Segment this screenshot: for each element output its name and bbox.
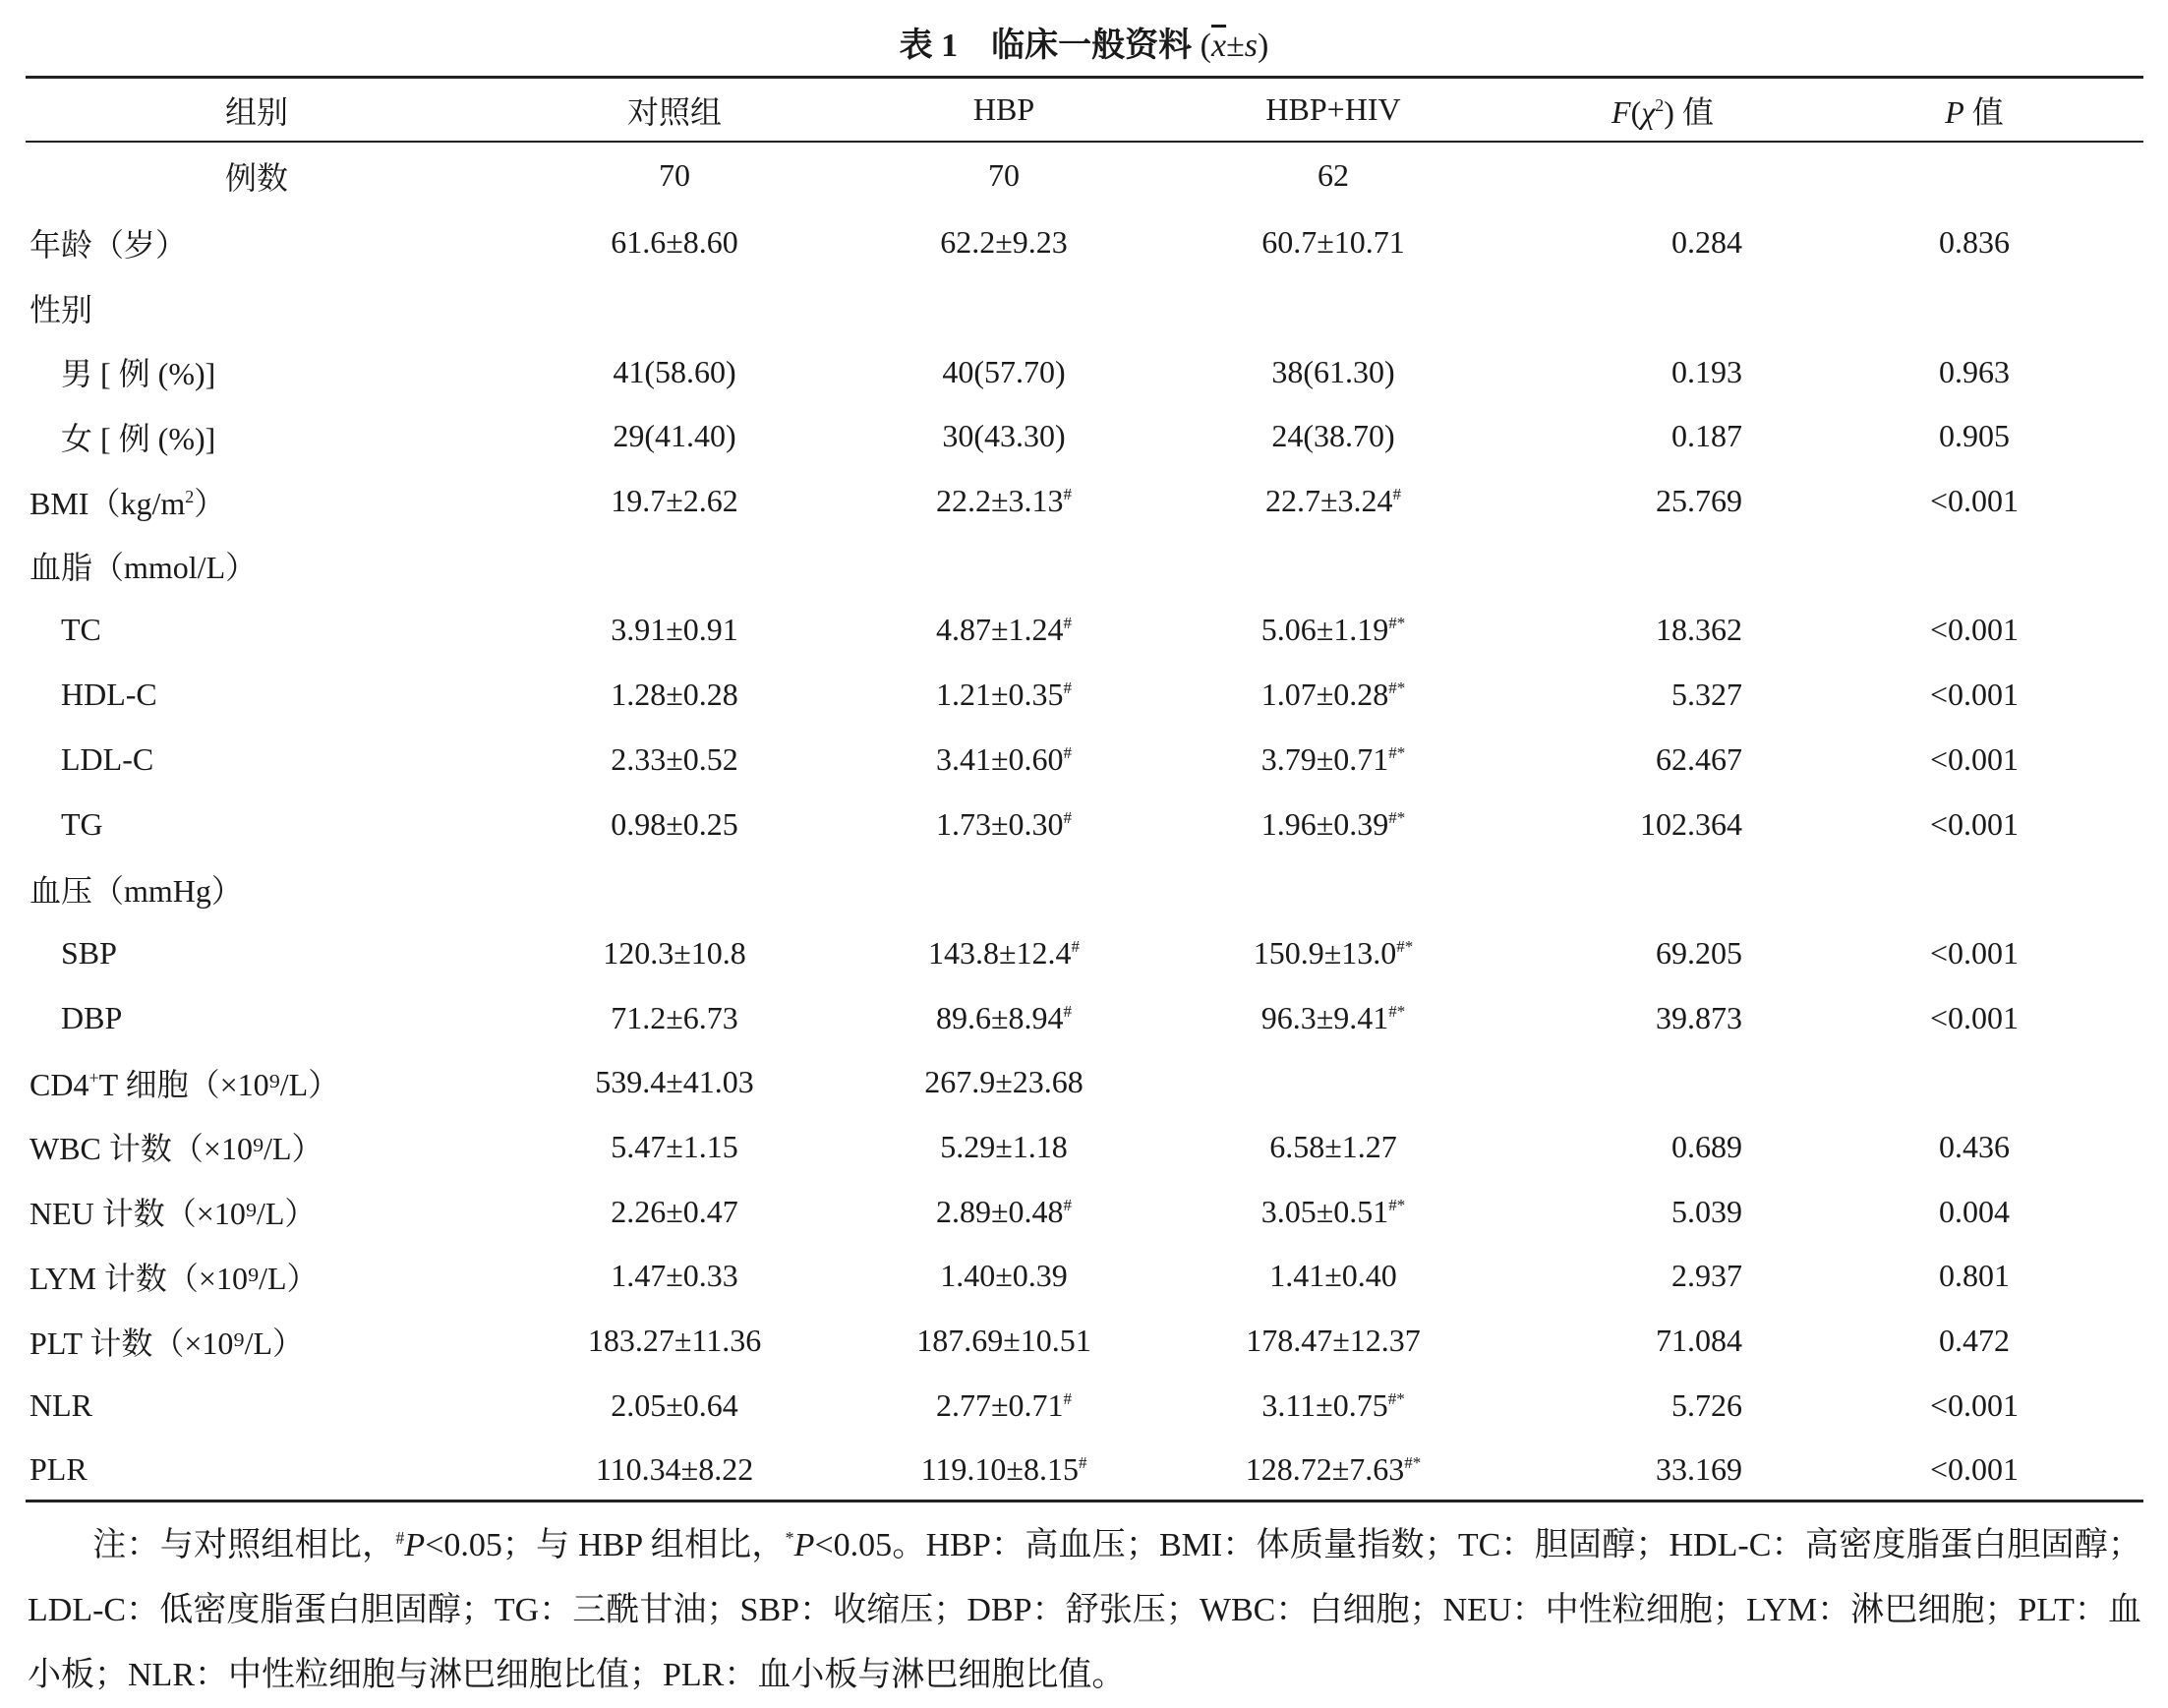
cell-p-value: <0.001 <box>1929 934 2020 971</box>
cell-control: 120.3±10.8 <box>603 934 746 971</box>
row-label: WBC 计数（×10⁹/L） <box>29 1131 323 1167</box>
significance-mark: # <box>1392 485 1402 504</box>
row-label: 性别 <box>29 291 93 327</box>
header-f-value <box>1520 79 1805 141</box>
row-label: HDL-C <box>61 677 157 713</box>
cell-control <box>488 856 861 921</box>
cell-hbp-hiv: 3.11±0.75#* <box>1261 1386 1405 1423</box>
cell-hbp: 4.87±1.24# <box>935 612 1073 648</box>
header-f-post: ) 值 <box>1664 93 1714 130</box>
stat-pm: ± <box>1226 28 1245 64</box>
significance-mark: # <box>1063 742 1073 762</box>
row-label: 血脂（mmol/L） <box>29 550 258 586</box>
header-hbp-hiv: HBP+HIV <box>1265 91 1401 127</box>
cell-control: 5.47±1.15 <box>611 1128 738 1164</box>
cell-p-value: 0.836 <box>1939 224 2010 261</box>
table-number: 表 1 <box>899 28 959 64</box>
significance-mark: # <box>1063 1388 1073 1408</box>
table-row <box>26 921 2143 986</box>
cell-hbp-hiv <box>1146 1050 1520 1115</box>
table-row <box>26 1179 2143 1244</box>
table-row <box>26 598 2143 663</box>
cell-hbp <box>861 533 1146 598</box>
cell-p-value: <0.001 <box>1929 1386 2020 1423</box>
cell-hbp: 1.21±0.35# <box>935 677 1073 713</box>
cell-f-value: 0.689 <box>1671 1128 1742 1164</box>
row-label: 例数 <box>224 159 288 196</box>
cell-f-value: 71.084 <box>1656 1323 1742 1359</box>
cell-hbp: 2.77±0.71# <box>935 1386 1073 1423</box>
cell-hbp <box>861 275 1146 340</box>
table-row <box>26 533 2143 598</box>
cell-control <box>488 533 861 598</box>
significance-mark: # <box>1063 1001 1073 1021</box>
cell-control: 1.47±0.33 <box>611 1258 738 1294</box>
stat-close: ) <box>1258 28 1269 64</box>
cell-hbp: 30(43.30) <box>942 418 1066 454</box>
cell-hbp-hiv: 62 <box>1318 157 1349 193</box>
table-body <box>26 141 2143 1502</box>
cell-f-value: 39.873 <box>1656 999 1742 1035</box>
row-label: 女 [ 例 (%)] <box>61 420 216 456</box>
cell-control: 1.28±0.28 <box>611 677 738 713</box>
cell-p-value: 0.004 <box>1939 1193 2010 1229</box>
cell-hbp: 1.73±0.30# <box>935 805 1073 842</box>
significance-mark: #* <box>1404 1453 1422 1473</box>
cell-control: 3.91±0.91 <box>611 612 738 648</box>
note-part-1: 注：与对照组相比， <box>92 1527 396 1563</box>
cell-hbp-hiv: 178.47±12.37 <box>1246 1323 1421 1359</box>
cell-hbp-hiv <box>1146 275 1520 340</box>
row-label: DBP <box>61 999 123 1035</box>
stat-mean-symbol: $\overline{x}$ <box>1211 28 1227 64</box>
header-f-letter: F <box>1611 93 1631 130</box>
cell-p-value: <0.001 <box>1929 483 2020 519</box>
row-label: TC <box>61 612 101 648</box>
table-row <box>26 663 2143 728</box>
note-mark-star: * <box>785 1528 794 1548</box>
cell-p-value <box>1805 533 2143 598</box>
cell-hbp: 3.41±0.60# <box>935 740 1073 777</box>
significance-mark: # <box>1063 678 1073 698</box>
table-row <box>26 1244 2143 1309</box>
cell-control: 29(41.40) <box>613 418 736 454</box>
cell-p-value: <0.001 <box>1929 740 2020 777</box>
cell-p-value <box>1805 275 2143 340</box>
table-row <box>26 1309 2143 1374</box>
row-label: 年龄（岁） <box>29 226 188 263</box>
cell-control: 70 <box>659 157 690 193</box>
cell-control: 2.33±0.52 <box>611 740 738 777</box>
cell-f-value: 0.187 <box>1671 418 1742 454</box>
significance-mark: # <box>1063 485 1073 504</box>
cell-hbp-hiv: 38(61.30) <box>1271 353 1395 389</box>
row-label: NLR <box>29 1386 92 1423</box>
cell-f-value: 5.039 <box>1671 1193 1742 1229</box>
cell-p-value: <0.001 <box>1929 805 2020 842</box>
cell-f-value: 69.205 <box>1656 934 1742 971</box>
note-mark-hash: # <box>395 1528 405 1548</box>
header-f-open: ( <box>1630 93 1642 130</box>
cell-control <box>488 275 861 340</box>
significance-mark: #* <box>1387 1388 1405 1408</box>
significance-mark: #* <box>1388 614 1406 633</box>
cell-p-value <box>1805 141 2143 210</box>
row-label: LYM 计数（×10⁹/L） <box>29 1260 319 1296</box>
table-row <box>26 275 2143 340</box>
cell-f-value <box>1520 1050 1805 1115</box>
cell-f-value: 0.193 <box>1671 353 1742 389</box>
cell-hbp: 143.8±12.4# <box>927 934 1081 971</box>
header-p-letter: P <box>1945 93 1964 130</box>
row-label: CD4+T 细胞（×10⁹/L） <box>29 1066 340 1102</box>
cell-hbp-hiv <box>1146 856 1520 921</box>
significance-mark: #* <box>1388 742 1406 762</box>
cell-f-value: 25.769 <box>1656 483 1742 519</box>
table-row <box>26 469 2143 534</box>
significance-mark: # <box>1063 1195 1073 1214</box>
stat-sd-symbol: s <box>1244 28 1258 64</box>
cell-hbp-hiv: 6.58±1.27 <box>1269 1128 1397 1164</box>
table-footnote <box>28 1513 2141 1708</box>
cell-f-value: 18.362 <box>1656 612 1742 648</box>
cell-hbp: 40(57.70) <box>942 353 1066 389</box>
cell-f-value: 62.467 <box>1656 740 1742 777</box>
cell-hbp: 62.2±9.23 <box>940 224 1068 261</box>
significance-mark: #* <box>1388 807 1406 827</box>
cell-control: 71.2±6.73 <box>611 999 738 1035</box>
note-part-3: <0.05。HBP：高血压；BMI：体质量指数；TC：胆固醇；HDL-C：高密度脂蛋白胆固醇；LDL-C：低密度脂蛋白胆固醇；TG：三酰甘油；SBP：收缩压；DBP：舒张压；WBC：白细胞；NEU：中性粒细胞；LYM：淋巴细胞；PLT：血小板；NLR：中性粒细胞与淋巴细胞比值；PLR：血小板与淋巴细胞比值。 <box>28 1527 2142 1693</box>
row-label: PLT 计数（×10⁹/L） <box>29 1325 305 1361</box>
cell-f-value: 0.284 <box>1671 224 1742 261</box>
stat-open: ( <box>1200 28 1211 64</box>
cell-control: 61.6±8.60 <box>611 224 738 261</box>
cell-f-value: 5.726 <box>1671 1386 1742 1423</box>
cell-p-value <box>1805 1050 2143 1115</box>
cell-control: 2.05±0.64 <box>611 1386 738 1423</box>
cell-p-value: 0.905 <box>1939 418 2010 454</box>
cell-control: 110.34±8.22 <box>595 1451 754 1488</box>
row-label: PLR <box>29 1451 88 1488</box>
cell-control: 539.4±41.03 <box>595 1064 754 1100</box>
note-p-1: P <box>404 1527 426 1563</box>
cell-hbp: 5.29±1.18 <box>940 1128 1068 1164</box>
cell-hbp-hiv: 3.79±0.71#* <box>1260 740 1406 777</box>
cell-f-value: 2.937 <box>1671 1258 1742 1294</box>
cell-control: 183.27±11.36 <box>587 1323 762 1359</box>
cell-hbp: 22.2±3.13# <box>935 483 1073 519</box>
cell-hbp-hiv: 60.7±10.71 <box>1261 224 1405 261</box>
stat-notation <box>1201 28 1269 64</box>
header-group: 组别 <box>224 93 288 130</box>
row-label: TG <box>61 805 103 842</box>
cell-hbp: 119.10±8.15# <box>920 1451 1087 1488</box>
cell-hbp-hiv: 1.41±0.40 <box>1269 1258 1397 1294</box>
cell-p-value: <0.001 <box>1929 677 2020 713</box>
table-header-row <box>26 79 2143 141</box>
row-label: LDL-C <box>61 740 154 777</box>
significance-mark: #* <box>1388 678 1406 698</box>
cell-hbp-hiv: 1.07±0.28#* <box>1260 677 1406 713</box>
header-hbp: HBP <box>972 91 1035 127</box>
table-title: 临床一般资料 <box>991 28 1193 64</box>
significance-mark: # <box>1071 936 1081 956</box>
row-label: $BMI(kg/m^2)$ <box>29 485 226 521</box>
cell-hbp-hiv: 24(38.70) <box>1271 418 1395 454</box>
cell-control: 41(58.60) <box>613 353 736 389</box>
table-row <box>26 404 2143 469</box>
cell-f-value: 5.327 <box>1671 677 1742 713</box>
table-row <box>26 210 2143 275</box>
table-row <box>26 141 2143 210</box>
cell-hbp: 70 <box>988 157 1020 193</box>
row-label: 男 [ 例 (%)] <box>61 356 216 392</box>
cell-control: 19.7±2.62 <box>611 483 738 519</box>
table-row <box>26 1438 2143 1502</box>
table-row <box>26 1115 2143 1180</box>
cell-hbp: 267.9±23.68 <box>924 1064 1084 1100</box>
row-label: NEU 计数（×10⁹/L） <box>29 1196 317 1232</box>
cell-hbp: 2.89±0.48# <box>935 1193 1073 1229</box>
cell-hbp: 1.40±0.39 <box>940 1258 1068 1294</box>
cell-hbp-hiv: 22.7±3.24# <box>1264 483 1402 519</box>
table-caption <box>0 22 2168 71</box>
cell-f-value <box>1520 856 1805 921</box>
table-row <box>26 985 2143 1050</box>
cell-p-value: <0.001 <box>1929 999 2020 1035</box>
cell-p-value: 0.963 <box>1939 353 2010 389</box>
note-p-2: P <box>793 1527 815 1563</box>
significance-mark: #* <box>1388 1195 1406 1214</box>
significance-mark: # <box>1063 614 1073 633</box>
cell-p-value: <0.001 <box>1929 1451 2020 1488</box>
cell-hbp-hiv <box>1146 533 1520 598</box>
header-p-value <box>1805 79 2143 141</box>
cell-hbp-hiv: 5.06±1.19#* <box>1260 612 1406 648</box>
cell-p-value: 0.472 <box>1939 1323 2010 1359</box>
header-chi-letter: χ <box>1641 93 1656 130</box>
cell-hbp-hiv: 3.05±0.51#* <box>1260 1193 1406 1229</box>
significance-mark: #* <box>1388 1001 1406 1021</box>
cell-f-value <box>1520 141 1805 210</box>
significance-mark: # <box>1063 807 1073 827</box>
note-part-2: <0.05；与 HBP 组相比， <box>425 1527 786 1563</box>
cell-f-value: 33.169 <box>1656 1451 1742 1488</box>
table-row <box>26 792 2143 856</box>
table-row <box>26 1050 2143 1115</box>
row-label: SBP <box>61 934 117 971</box>
clinical-data-table <box>26 79 2143 1502</box>
cell-hbp-hiv: 96.3±9.41#* <box>1260 999 1406 1035</box>
cell-f-value <box>1520 275 1805 340</box>
cell-hbp-hiv: 150.9±13.0#* <box>1253 934 1414 971</box>
row-label: 血压（mmHg） <box>29 872 243 909</box>
cell-hbp: 187.69±10.51 <box>916 1323 1091 1359</box>
table-row <box>26 728 2143 793</box>
header-p-post: 值 <box>1963 93 2004 130</box>
cell-p-value: 0.436 <box>1939 1128 2010 1164</box>
cell-p-value: <0.001 <box>1929 612 2020 648</box>
table-row <box>26 339 2143 404</box>
table-row <box>26 856 2143 921</box>
cell-p-value <box>1805 856 2143 921</box>
cell-hbp-hiv: 1.96±0.39#* <box>1260 805 1406 842</box>
header-control: 对照组 <box>626 93 722 130</box>
cell-hbp-hiv: 128.72±7.63#* <box>1245 1451 1422 1488</box>
table-row <box>26 1373 2143 1438</box>
cell-p-value: 0.801 <box>1939 1258 2010 1294</box>
cell-control: 0.98±0.25 <box>611 805 738 842</box>
header-chi-sup: 2 <box>1655 94 1665 115</box>
cell-hbp: 89.6±8.94# <box>935 999 1073 1035</box>
cell-control: 2.26±0.47 <box>611 1193 738 1229</box>
significance-mark: # <box>1078 1453 1087 1473</box>
significance-mark: #* <box>1396 936 1414 956</box>
cell-hbp <box>861 856 1146 921</box>
cell-f-value <box>1520 533 1805 598</box>
cell-f-value: 102.364 <box>1640 805 1742 842</box>
